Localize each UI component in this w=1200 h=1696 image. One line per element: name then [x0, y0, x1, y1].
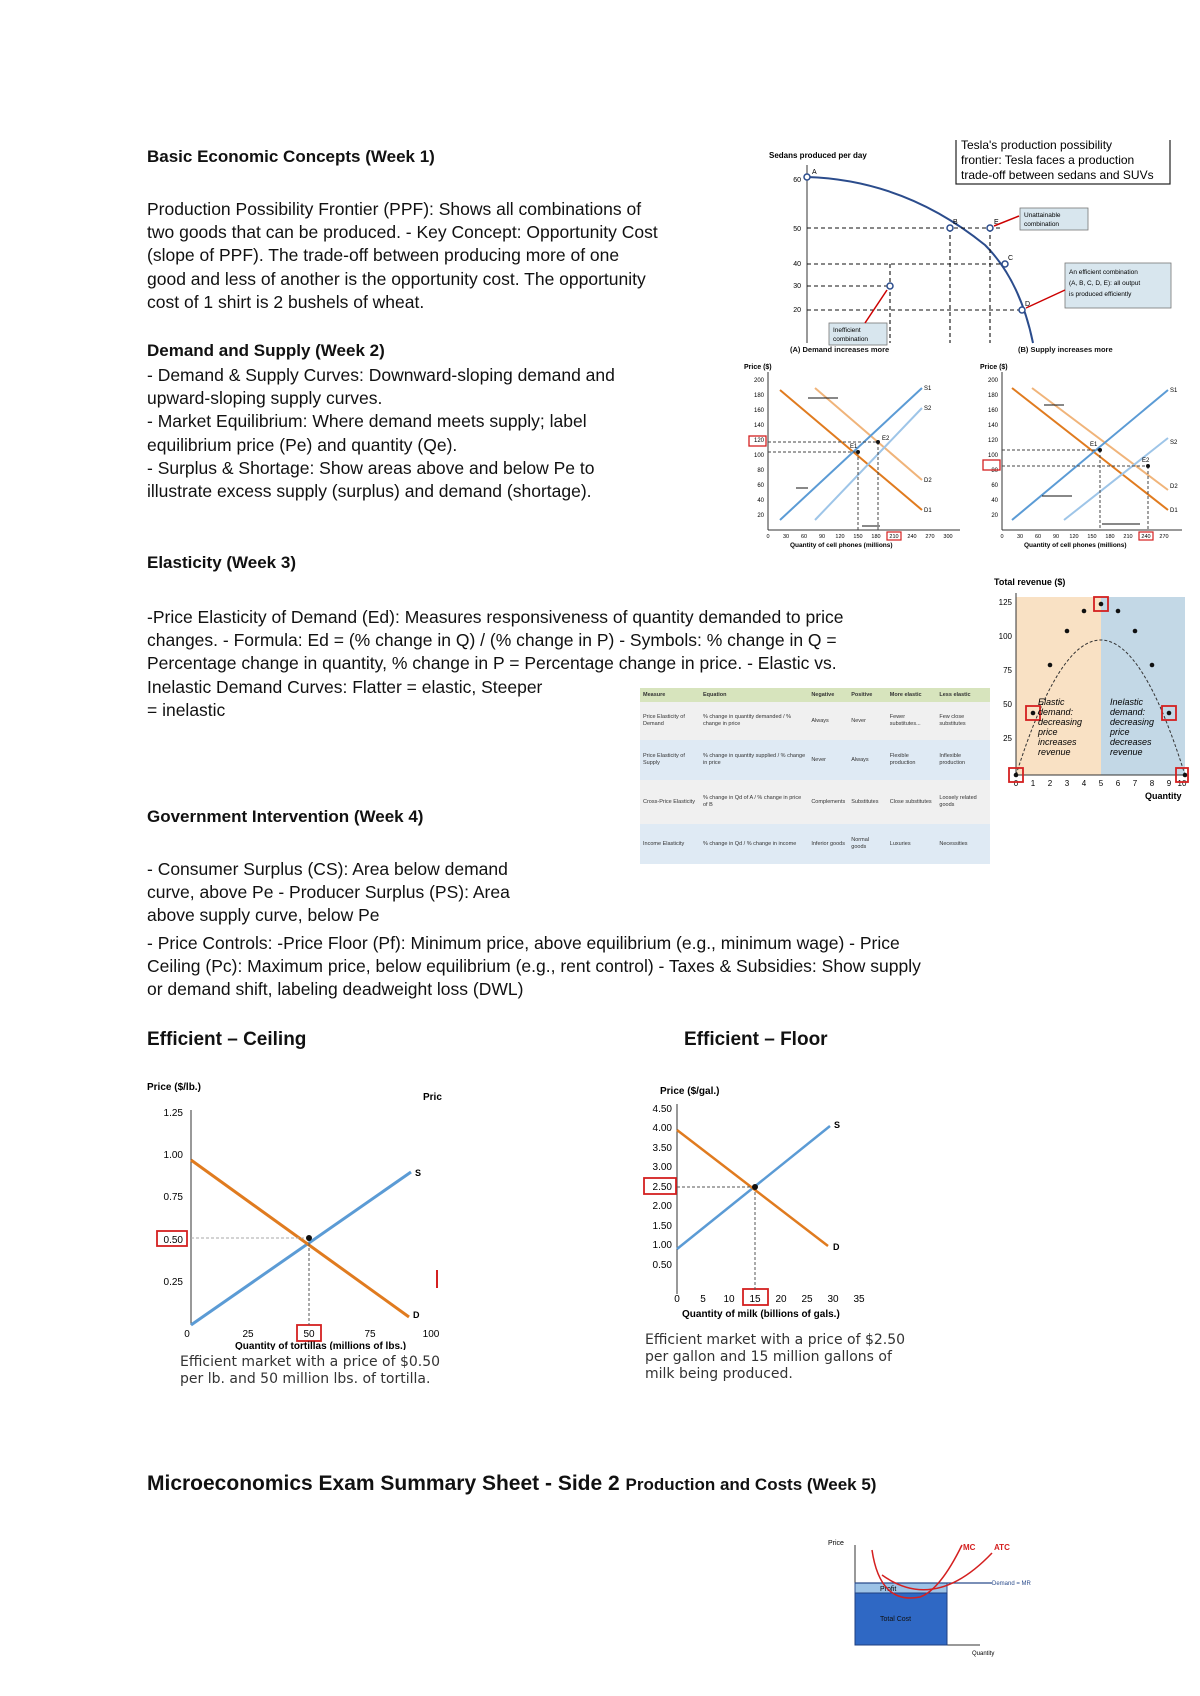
- efficient-floor-chart: [640, 1084, 890, 1324]
- elasticity-line: -Price Elasticity of Demand (Ed): Measures responsiveness of quantity demanded to price: [147, 607, 844, 627]
- ceiling-xtick: 75: [364, 1329, 376, 1340]
- ceiling-ytick: 0.25: [163, 1277, 183, 1288]
- controls-line: or demand shift, labeling deadweight loss (DWL): [147, 979, 524, 1000]
- ds-demand-d2: [1032, 388, 1168, 490]
- ds-label: D2: [1170, 484, 1178, 490]
- ds-ytick: 80: [991, 468, 998, 474]
- ds-xtick: 180: [871, 534, 881, 540]
- ds-label: S1: [1170, 388, 1178, 394]
- ppf-line: (slope of PPF). The trade-off between producing more of one: [147, 245, 620, 266]
- ds-ytick: 100: [753, 453, 764, 459]
- table-cell: Complements: [811, 798, 846, 805]
- ppf-note-line: Unattainable: [1024, 212, 1061, 219]
- floor-ytick: 1.00: [652, 1240, 672, 1251]
- table-cell: Income Elasticity: [643, 840, 685, 847]
- table-row: [640, 824, 990, 864]
- tr-xlabel: Quantity: [1145, 791, 1182, 801]
- ds-eq-e1: [1098, 448, 1102, 452]
- tr-inelastic-line: Inelastic: [1110, 697, 1144, 707]
- tr-ytick: 25: [1003, 734, 1012, 743]
- ds-ytick: 40: [991, 498, 998, 504]
- floor-xtick: 0: [674, 1294, 680, 1305]
- floor-xlabel: Quantity of milk (billions of gals.): [682, 1309, 840, 1320]
- efficient-floor-title: Efficient – Floor: [684, 1029, 828, 1050]
- ds-xtick: 120: [835, 534, 845, 540]
- ds-label: S1: [924, 386, 932, 392]
- ppf-arrow: [1026, 290, 1065, 308]
- ppf-title-line: Tesla's production possibility: [961, 140, 1113, 152]
- ppf-title-line: frontier: Tesla faces a production: [961, 153, 1135, 167]
- ds-label: E2: [1142, 458, 1150, 464]
- floor-ytick: 2.00: [652, 1201, 672, 1212]
- tr-elastic-line: revenue: [1038, 747, 1071, 757]
- tr-xtick: 6: [1115, 779, 1121, 788]
- tr-xtick: 3: [1064, 779, 1070, 788]
- cost-chart: [820, 1535, 1050, 1660]
- ds-caption-a: (A) Demand increases more: [790, 345, 890, 354]
- ds-line: upward-sloping supply curves.: [147, 388, 383, 409]
- side2-heading: [147, 1472, 876, 1496]
- table-header-cell: More elastic: [889, 691, 922, 698]
- side2-main-title: Microeconomics Exam Summary Sheet - Side 2: [147, 1472, 620, 1495]
- tr-point: [1116, 609, 1121, 614]
- ppf-curve: [807, 177, 1033, 343]
- floor-xtick: 15: [749, 1294, 761, 1305]
- floor-xtick: 30: [827, 1294, 839, 1305]
- ds-ytick: 180: [753, 393, 764, 399]
- ppf-note-line: is produced efficiently: [1069, 291, 1132, 298]
- ppf-ytick: 50: [793, 226, 801, 233]
- ds-ytick: 140: [987, 423, 998, 429]
- tr-xtick: 4: [1081, 779, 1087, 788]
- ppf-arrow: [865, 290, 887, 323]
- ppf-chart: [765, 140, 1175, 350]
- ds-xtick: 240: [907, 534, 917, 540]
- ceiling-supply-line: [191, 1172, 411, 1325]
- elasticity-line: = inelastic: [147, 699, 226, 720]
- ppf-point-unattainable: [987, 225, 993, 231]
- tr-point: [1133, 629, 1138, 634]
- floor-ytick: 1.50: [652, 1221, 672, 1232]
- tr-elastic-line: increases: [1038, 737, 1077, 747]
- section-title-demand-supply: Demand and Supply (Week 2): [147, 341, 385, 360]
- cost-ylabel: Price: [828, 1540, 844, 1547]
- floor-ytick: 3.50: [652, 1143, 672, 1154]
- ppf-label-d: D: [1025, 301, 1031, 308]
- ds-ytick: 160: [753, 408, 764, 414]
- floor-caption-line: Efficient market with a price of $2.50: [645, 1332, 906, 1348]
- floor-caption-line: per gallon and 15 million gallons of: [645, 1349, 892, 1365]
- ds-xtick: 120: [1069, 534, 1079, 540]
- table-row: [640, 780, 990, 824]
- table-cell: % change in quantity demanded / % change in price: [703, 714, 792, 727]
- elasticity-table-grid: [640, 688, 990, 864]
- floor-ytick: 4.50: [652, 1104, 672, 1115]
- ds-ytick: 80: [757, 468, 764, 474]
- ceiling-xtick: 0: [184, 1329, 190, 1340]
- ds-demand-d1: [1012, 388, 1168, 510]
- elasticity-line: changes. - Formula: Ed = (% change in Q) / (% change in P) - Symbols: % change in Q =: [147, 630, 837, 651]
- tr-inelastic-line: decreases: [1110, 737, 1152, 747]
- tr-point: [1167, 711, 1172, 716]
- table-cell: Fewer substitutes...: [889, 714, 921, 727]
- ds-ytick: 100: [987, 453, 998, 459]
- ds-ytick: 120: [753, 438, 764, 444]
- side2-subtitle: Production and Costs (Week 5): [625, 1475, 877, 1494]
- floor-equilibrium-point: [752, 1184, 758, 1190]
- ds-xtick: 0: [1000, 534, 1004, 540]
- ds-xtick: 300: [943, 534, 953, 540]
- ds-ytick: 180: [987, 393, 998, 399]
- table-cell: % change in Qd of A / % change in price of B: [703, 795, 802, 808]
- ds-label: S2: [1170, 440, 1178, 446]
- section-title-government: Government Intervention (Week 4): [147, 807, 424, 826]
- table-header-cell: Positive: [851, 691, 873, 698]
- ppf-ytick: 40: [793, 261, 801, 268]
- ceiling-ytick: 1.00: [163, 1150, 183, 1161]
- tr-elastic-line: Elastic: [1038, 697, 1065, 707]
- ds-label: D1: [1170, 508, 1178, 514]
- ds-ytick: 140: [753, 423, 764, 429]
- ds-xtick: 0: [766, 534, 770, 540]
- tr-inelastic-line: decreasing: [1110, 717, 1155, 727]
- ds-xtick: 30: [1016, 534, 1024, 540]
- ds-label: E1: [1090, 442, 1098, 448]
- ceiling-ytick: 1.25: [163, 1108, 183, 1119]
- ds-xtick: 30: [782, 534, 790, 540]
- floor-ytick: 3.00: [652, 1162, 672, 1173]
- controls-line: - Price Controls: -Price Floor (Pf): Minimum price, above equilibrium (e.g., minimum wage) - Price: [147, 933, 900, 953]
- elasticity-table: [640, 688, 990, 864]
- cost-atc-label: ATC: [994, 1543, 1010, 1552]
- section-title-elasticity: Elasticity (Week 3): [147, 553, 296, 572]
- tr-ytick: 100: [998, 632, 1012, 641]
- tr-ytick: 75: [1003, 666, 1012, 675]
- cost-profit-label: Profit: [880, 1586, 897, 1593]
- table-cell: Price Elasticity of Supply: [643, 753, 685, 766]
- floor-ytick: 2.50: [652, 1182, 672, 1193]
- table-cell: Loosely related goods: [939, 795, 977, 808]
- efficient-ceiling-chart: [145, 1080, 445, 1350]
- tr-point: [1048, 663, 1053, 668]
- ds-caption-b: (B) Supply increases more: [1018, 345, 1113, 354]
- ceiling-ytick: 0.75: [163, 1192, 183, 1203]
- ppf-label-b: B: [953, 219, 958, 226]
- floor-ytick: 4.00: [652, 1123, 672, 1134]
- cost-mc-label: MC: [963, 1543, 976, 1552]
- surplus-line: above supply curve, below Pe: [147, 905, 380, 926]
- tr-point: [1082, 609, 1087, 614]
- ceiling-cut-label: Pric: [423, 1092, 442, 1103]
- table-cell: Cross-Price Elasticity: [643, 798, 695, 805]
- ds-ytick: 60: [991, 483, 998, 489]
- table-header-cell: Less elastic: [939, 691, 971, 698]
- ppf-ytick: 60: [793, 177, 801, 184]
- table-cell: Never: [851, 717, 866, 724]
- table-cell: Always: [811, 717, 829, 724]
- controls-line: Ceiling (Pc): Maximum price, below equilibrium (e.g., rent control) - Taxes & Subsidies: Show supply: [147, 956, 921, 977]
- ds-ytick: 20: [991, 513, 998, 519]
- floor-xtick: 10: [723, 1294, 735, 1305]
- surplus-line: curve, above Pe - Producer Surplus (PS): Area: [147, 882, 510, 903]
- ds-left-chart: [740, 360, 965, 550]
- table-cell: % change in Qd / % change in income: [703, 840, 797, 847]
- ds-ytick: 200: [987, 378, 998, 384]
- ppf-line: two goods that can be produced. - Key Concept: Opportunity Cost: [147, 222, 658, 243]
- ceiling-xtick: 100: [422, 1329, 440, 1340]
- table-cell: Flexible production: [889, 753, 916, 766]
- ds-ytick: 60: [757, 483, 764, 489]
- tr-elastic-line: demand:: [1038, 707, 1074, 717]
- table-header-row: [640, 688, 990, 702]
- floor-s-label: S: [834, 1120, 841, 1130]
- ds-line: - Surplus & Shortage: Show areas above and below Pe to: [147, 457, 595, 478]
- table-header-cell: Negative: [811, 691, 835, 698]
- floor-xtick: 35: [853, 1294, 865, 1305]
- ds-xtick: 270: [1159, 534, 1169, 540]
- ds-ylabel: Price ($): [980, 364, 1008, 371]
- ds-label: D1: [924, 508, 932, 514]
- floor-xtick: 5: [700, 1294, 706, 1305]
- table-header-cell: Equation: [703, 691, 727, 698]
- ppf-line: good and less of another is the opportunity cost. The opportunity: [147, 268, 646, 289]
- ceiling-caption-line: Efficient market with a price of $0.50: [180, 1354, 441, 1370]
- table-cell: % change in quantity supplied / % change in price: [703, 753, 806, 766]
- ppf-point-a: [804, 174, 810, 180]
- cost-xlabel: Quantity: [972, 1651, 995, 1657]
- efficient-ceiling-title: Efficient – Ceiling: [147, 1029, 307, 1050]
- tr-point: [1183, 773, 1188, 778]
- tr-xtick: 8: [1149, 779, 1155, 788]
- elasticity-line: Inelastic Demand Curves: Flatter = elastic, Steeper: [147, 676, 543, 697]
- tr-inelastic-line: price: [1110, 727, 1130, 737]
- ds-supply-s2: [815, 408, 922, 520]
- table-cell: Normal goods: [851, 837, 869, 850]
- price-controls-paragraph: [147, 932, 921, 1002]
- tr-elastic-line: price: [1038, 727, 1058, 737]
- ds-xtick: 90: [1052, 534, 1060, 540]
- floor-caption: [645, 1332, 905, 1383]
- ppf-ylabel: Sedans produced per day: [769, 151, 867, 160]
- ds-right-chart: [972, 360, 1187, 550]
- ds-xtick: 180: [1105, 534, 1115, 540]
- ds-xlabel: Quantity of cell phones (millions): [1024, 542, 1127, 549]
- tr-xtick: 7: [1132, 779, 1138, 788]
- tr-xtick: 0: [1013, 779, 1019, 788]
- ds-xtick: 150: [853, 534, 863, 540]
- tr-point: [1099, 602, 1104, 607]
- tr-xtick: 10: [1177, 779, 1187, 788]
- cost-demand-label: Demand = MR: [992, 1581, 1031, 1587]
- ppf-note-line: (A, B, C, D, E): all output: [1069, 280, 1141, 287]
- floor-d-label: D: [833, 1242, 840, 1252]
- ppf-label-e: E: [994, 219, 999, 226]
- ds-xtick: 210: [1123, 534, 1133, 540]
- ds-ytick: 40: [757, 498, 764, 504]
- ppf-title-line: trade-off between sedans and SUVs: [961, 168, 1154, 182]
- table-row: [640, 702, 990, 740]
- ceiling-d-label: D: [413, 1310, 420, 1320]
- ds-ytick: 20: [757, 513, 764, 519]
- surplus-paragraph: [147, 858, 510, 928]
- floor-caption-line: milk being produced.: [645, 1366, 793, 1382]
- ds-xtick: 60: [1034, 534, 1042, 540]
- tr-elastic-line: decreasing: [1038, 717, 1083, 727]
- ds-xtick: 60: [800, 534, 808, 540]
- table-cell: Substitutes: [851, 798, 879, 805]
- table-cell: Few close substitutes: [939, 714, 966, 727]
- table-cell: Never: [811, 756, 826, 763]
- elasticity-line: Percentage change in quantity, % change in P = Percentage change in price. - Elastic vs.: [147, 653, 837, 674]
- ceiling-s-label: S: [415, 1168, 422, 1178]
- ceiling-xtick: 50: [303, 1329, 315, 1340]
- floor-xtick: 25: [801, 1294, 813, 1305]
- ds-ytick: 200: [753, 378, 764, 384]
- tr-point: [1014, 773, 1019, 778]
- ds-label: S2: [924, 406, 932, 412]
- ppf-note-line: An efficient combination: [1069, 269, 1138, 276]
- ppf-line: Production Possibility Frontier (PPF): Shows all combinations of: [147, 199, 642, 219]
- ppf-note-line: Inefficient: [833, 327, 861, 334]
- tr-ylabel: Total revenue ($): [994, 577, 1066, 587]
- ceiling-ylabel: Price ($/lb.): [147, 1082, 201, 1093]
- ds-ylabel: Price ($): [744, 364, 772, 371]
- ceiling-ytick: 0.50: [163, 1235, 183, 1246]
- ds-line: illustrate excess supply (surplus) and demand (shortage).: [147, 481, 592, 502]
- ceiling-caption: [180, 1354, 440, 1388]
- ppf-label-a: A: [812, 169, 817, 176]
- ds-xtick: 240: [1141, 534, 1151, 540]
- table-cell: Luxuries: [889, 840, 911, 847]
- ppf-paragraph: [147, 198, 658, 314]
- ds-ytick: 120: [987, 438, 998, 444]
- ppf-note-line: combination: [833, 336, 869, 343]
- table-cell: Close substitutes: [889, 798, 932, 805]
- cost-tc-label: Total Cost: [880, 1616, 912, 1623]
- table-cell: Inferior goods: [811, 840, 845, 847]
- floor-ytick: 0.50: [652, 1260, 672, 1271]
- table-cell: Necessities: [939, 840, 968, 847]
- ds-eq-e1: [856, 450, 860, 454]
- ceiling-xlabel: Quantity of tortillas (millions of lbs.): [235, 1341, 407, 1350]
- ds-ytick: 160: [987, 408, 998, 414]
- tr-point: [1150, 663, 1155, 668]
- tr-ytick: 125: [998, 598, 1012, 607]
- ceiling-equilibrium-point: [306, 1235, 312, 1241]
- ds-xlabel: Quantity of cell phones (millions): [790, 542, 893, 549]
- tr-inelastic-line: revenue: [1110, 747, 1143, 757]
- ppf-note-line: combination: [1024, 221, 1060, 228]
- surplus-line: - Consumer Surplus (CS): Area below demand: [147, 859, 508, 879]
- ds-line: equilibrium price (Pe) and quantity (Qe).: [147, 434, 458, 455]
- table-row: [640, 740, 990, 780]
- ds-line: - Demand & Supply Curves: Downward-sloping demand and: [147, 365, 615, 385]
- tr-xtick: 5: [1098, 779, 1104, 788]
- table-cell: Inflexible production: [939, 753, 966, 766]
- ppf-label-c: C: [1008, 255, 1014, 262]
- ppf-point-inefficient: [887, 283, 893, 289]
- ppf-ytick: 30: [793, 283, 801, 290]
- tr-point: [1065, 629, 1070, 634]
- demand-supply-paragraph: [147, 364, 615, 503]
- table-header-cell: Measure: [643, 691, 666, 698]
- tr-ytick: 50: [1003, 700, 1012, 709]
- floor-xtick: 20: [775, 1294, 787, 1305]
- ds-xtick: 90: [818, 534, 826, 540]
- ds-line: - Market Equilibrium: Where demand meets supply; label: [147, 411, 587, 432]
- total-revenue-chart: [990, 575, 1190, 805]
- ds-eq-e2: [1146, 464, 1150, 468]
- section-title-basic-concepts: Basic Economic Concepts (Week 1): [147, 147, 435, 166]
- tr-point: [1031, 711, 1036, 716]
- table-cell: Always: [851, 756, 869, 763]
- table-cell: Price Elasticity of Demand: [643, 714, 685, 727]
- ds-eq-e2: [876, 440, 880, 444]
- ds-xtick: 270: [925, 534, 935, 540]
- ceiling-xtick: 25: [242, 1329, 254, 1340]
- ds-label: E1: [850, 444, 858, 450]
- ppf-line: cost of 1 shirt is 2 bushels of wheat.: [147, 291, 425, 312]
- tr-xtick: 1: [1030, 779, 1036, 788]
- ds-xtick: 210: [889, 534, 899, 540]
- ppf-ytick: 20: [793, 307, 801, 314]
- ds-xtick: 150: [1087, 534, 1097, 540]
- tr-inelastic-line: demand:: [1110, 707, 1146, 717]
- tr-xtick: 9: [1166, 779, 1172, 788]
- ds-label: E2: [882, 436, 890, 442]
- ds-label: D2: [924, 478, 932, 484]
- floor-ylabel: Price ($/gal.): [660, 1086, 720, 1097]
- tr-xtick: 2: [1047, 779, 1053, 788]
- ceiling-caption-line: per lb. and 50 million lbs. of tortilla.: [180, 1371, 431, 1387]
